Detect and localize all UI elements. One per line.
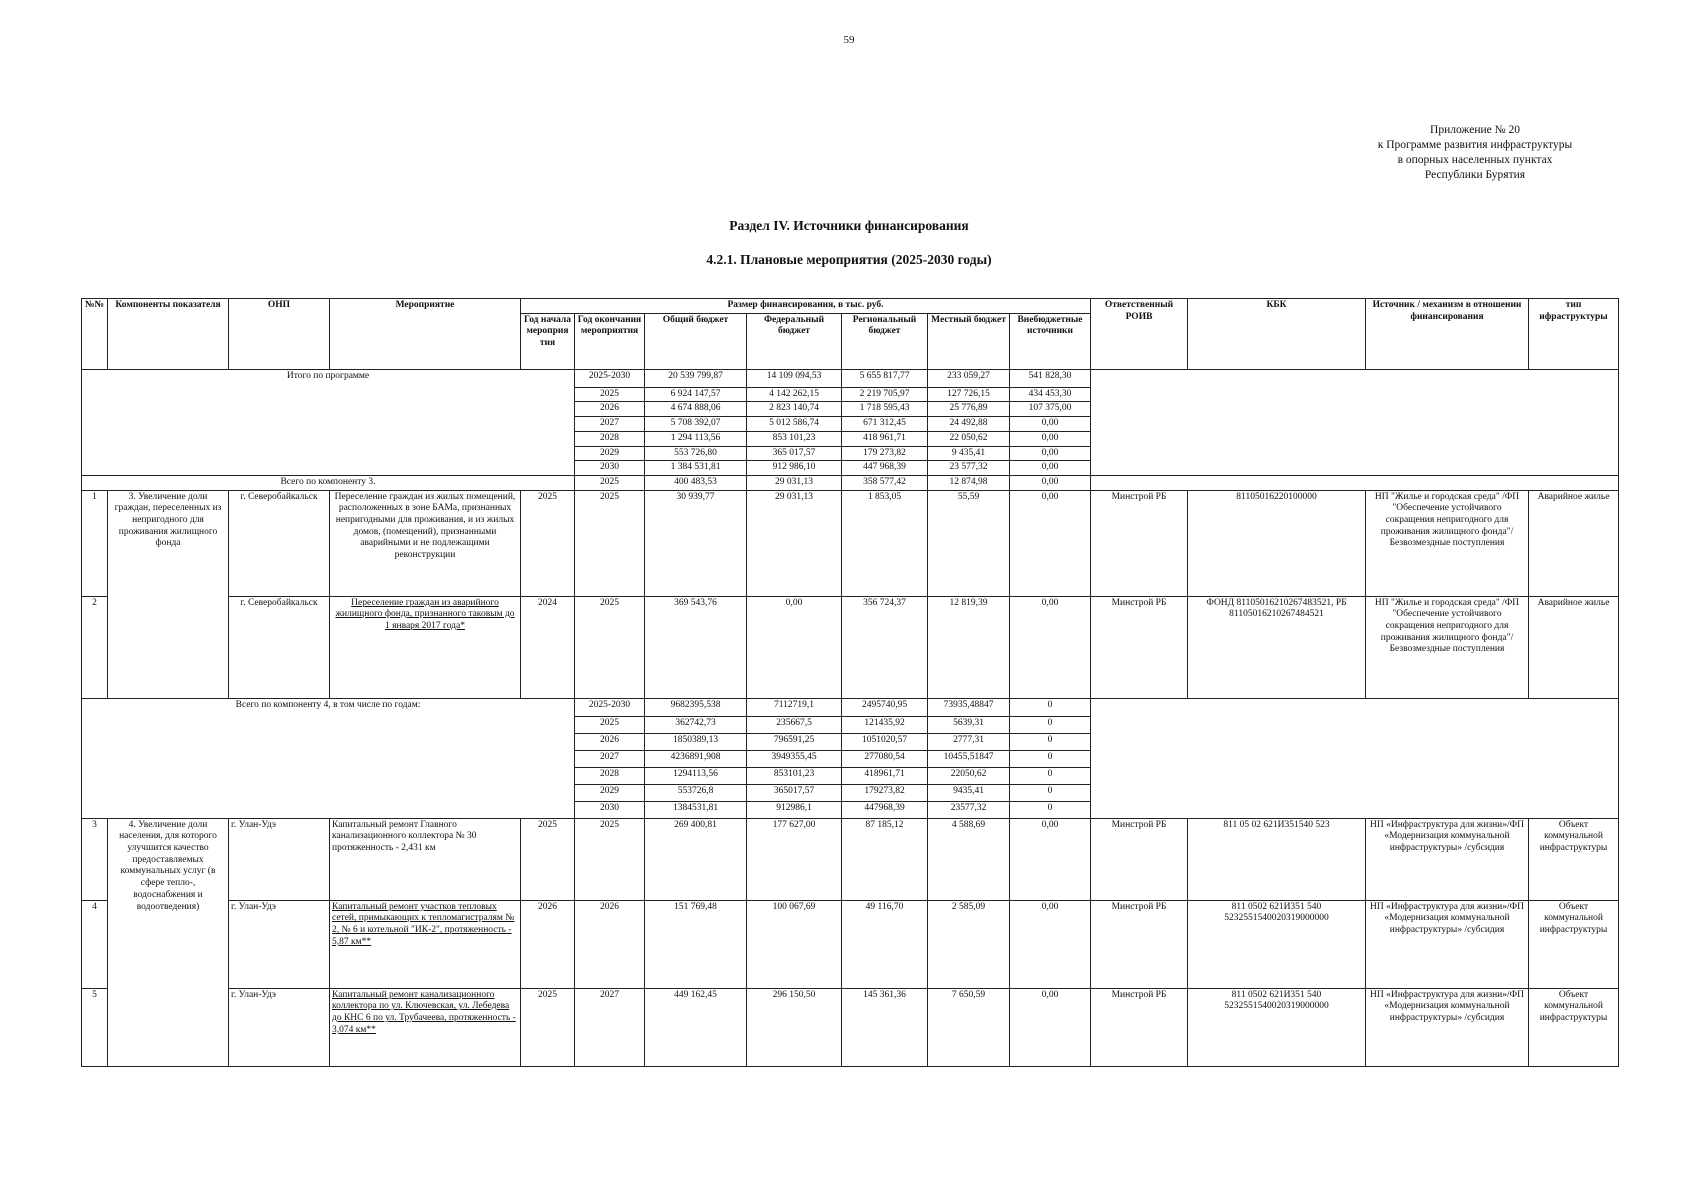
cell-local: 23577,32 — [928, 801, 1010, 818]
cell-year-start: 2025 — [521, 988, 575, 1066]
cell-local: 24 492,88 — [928, 417, 1010, 432]
appendix-line: к Программе развития инфраструктуры — [1377, 139, 1573, 151]
cell-year-start: 2025 — [521, 818, 575, 900]
cell-year-end: 2025 — [575, 490, 645, 596]
cell-year-start: 2026 — [521, 900, 575, 988]
cell-extra: 0,00 — [1010, 461, 1091, 476]
cell-num: 4 — [82, 900, 108, 988]
cell-source: НП «Инфраструктура для жизни»/ФП «Модернизация коммунальной инфраструктуры» /субсидия — [1366, 818, 1529, 900]
cell-measure: Капитальный ремонт Главного канализационного коллектора № 30 протяженность - 2,431 км — [330, 818, 521, 900]
cell-federal: 4 142 262,15 — [747, 387, 842, 402]
cell-extra: 541 828,30 — [1010, 369, 1091, 387]
cell-num: 1 — [82, 490, 108, 596]
cell-local: 9 435,41 — [928, 446, 1010, 461]
cell-regional: 5 655 817,77 — [842, 369, 928, 387]
cell-onp: г. Улан-Удэ — [229, 900, 330, 988]
cell-total: 1384531,81 — [645, 801, 747, 818]
cell-federal: 5 012 586,74 — [747, 417, 842, 432]
cell-infra: Аварийное жилье — [1529, 596, 1619, 698]
cell-year-start: 2024 — [521, 596, 575, 698]
cell-federal: 3949355,45 — [747, 750, 842, 767]
header-local: Местный бюджет — [928, 313, 1010, 369]
cell-local: 7 650,59 — [928, 988, 1010, 1066]
cell-source: НП «Инфраструктура для жизни»/ФП «Модернизация коммунальной инфраструктуры» /субсидия — [1366, 900, 1529, 988]
cell-onp: г. Северобайкальск — [229, 490, 330, 596]
cell-roiv: Минстрой РБ — [1091, 988, 1188, 1066]
cell-regional: 1 853,05 — [842, 490, 928, 596]
cell-year-start: 2025 — [521, 490, 575, 596]
cell-total: 1 384 531,81 — [645, 461, 747, 476]
empty-cell — [1091, 369, 1619, 475]
cell-year: 2025 — [575, 387, 645, 402]
header-year-start: Год начала мероприя тия — [521, 313, 575, 369]
cell-total: 4236891,908 — [645, 750, 747, 767]
header-regional: Региональный бюджет — [842, 313, 928, 369]
table-row — [82, 988, 1619, 1066]
appendix-line: Приложение № 20 — [1430, 124, 1520, 136]
cell-num: 2 — [82, 596, 108, 698]
cell-year: 2026 — [575, 402, 645, 417]
table-row — [82, 596, 1619, 698]
header-roiv: Ответственный РОИВ — [1091, 299, 1188, 370]
cell-regional: 418961,71 — [842, 767, 928, 784]
cell-regional: 1051020,57 — [842, 733, 928, 750]
cell-local: 25 776,89 — [928, 402, 1010, 417]
cell-kbk: ФОНД 81105016210267483521, РБ 81105016210267484521 — [1188, 596, 1366, 698]
cell-regional: 356 724,37 — [842, 596, 928, 698]
cell-local: 9435,41 — [928, 784, 1010, 801]
cell-onp: г. Улан-Удэ — [229, 988, 330, 1066]
cell-total: 449 162,45 — [645, 988, 747, 1066]
cell-regional: 179 273,82 — [842, 446, 928, 461]
component-total-row — [82, 698, 1619, 716]
cell-total: 5 708 392,07 — [645, 417, 747, 432]
cell-local: 12 819,39 — [928, 596, 1010, 698]
cell-federal: 912986,1 — [747, 801, 842, 818]
header-row — [82, 299, 1619, 314]
cell-total: 6 924 147,57 — [645, 387, 747, 402]
cell-extra: 0,00 — [1010, 490, 1091, 596]
page-number: 59 — [843, 34, 855, 46]
header-onp: ОНП — [229, 299, 330, 370]
cell-kbk: 81105016220100000 — [1188, 490, 1366, 596]
table-row — [82, 818, 1619, 900]
cell-kbk: 811 05 02 621И351540 523 — [1188, 818, 1366, 900]
cell-infra: Объект коммунальной инфраструктуры — [1529, 900, 1619, 988]
cell-local: 4 588,69 — [928, 818, 1010, 900]
cell-onp: г. Северобайкальск — [229, 596, 330, 698]
cell-extra: 0 — [1010, 767, 1091, 784]
cell-federal: 100 067,69 — [747, 900, 842, 988]
cell-year-end: 2025 — [575, 818, 645, 900]
cell-extra: 0 — [1010, 716, 1091, 733]
cell-measure: Капитальный ремонт канализационного коллектора по ул. Ключевская, ул. Лебедева до КНС 6 по ул. Трубачеева, протяженность - 3,074 км** — [330, 988, 521, 1066]
cell-regional: 418 961,71 — [842, 431, 928, 446]
cell-federal: 177 627,00 — [747, 818, 842, 900]
cell-source: НП «Инфраструктура для жизни»/ФП «Модернизация коммунальной инфраструктуры» /субсидия — [1366, 988, 1529, 1066]
cell-year: 2027 — [575, 750, 645, 767]
cell-federal: 365017,57 — [747, 784, 842, 801]
cell-regional: 121435,92 — [842, 716, 928, 733]
cell-year: 2025 — [575, 716, 645, 733]
cell-federal: 14 109 094,53 — [747, 369, 842, 387]
cell-roiv: Минстрой РБ — [1091, 490, 1188, 596]
cell-local: 10455,51847 — [928, 750, 1010, 767]
cell-total: 151 769,48 — [645, 900, 747, 988]
cell-total: 4 674 888,06 — [645, 402, 747, 417]
cell-total: 1294113,56 — [645, 767, 747, 784]
cell-measure: Переселение граждан из жилых помещений, расположенных в зоне БАМа, признанных непригодными для проживания, и из жилых домов, (помещений), признанными аварийными и не подлежащими реконструкции — [330, 490, 521, 596]
component-total-label: Всего по компоненту 4, в том числе по годам: — [82, 698, 575, 818]
cell-local: 22 050,62 — [928, 431, 1010, 446]
cell-local: 2 585,09 — [928, 900, 1010, 988]
cell-extra: 0 — [1010, 750, 1091, 767]
component-total-label: Всего по компоненту 3. — [82, 475, 575, 490]
cell-regional: 671 312,45 — [842, 417, 928, 432]
cell-local: 23 577,32 — [928, 461, 1010, 476]
cell-federal: 7112719,1 — [747, 698, 842, 716]
cell-local: 73935,48847 — [928, 698, 1010, 716]
cell-local: 22050,62 — [928, 767, 1010, 784]
cell-measure: Капитальный ремонт участков тепловых сетей, примыкающих к тепломагистралям № 2, № 6 и котельной "ИК-2", протяженность - 5,87 км** — [330, 900, 521, 988]
header-measure: Мероприятие — [330, 299, 521, 370]
cell-extra: 0,00 — [1010, 596, 1091, 698]
cell-regional: 2495740,95 — [842, 698, 928, 716]
cell-year: 2030 — [575, 461, 645, 476]
header-kbk: КБК — [1188, 299, 1366, 370]
cell-local: 127 726,15 — [928, 387, 1010, 402]
appendix-line: Республики Бурятия — [1424, 169, 1526, 181]
appendix-line: в опорных населенных пунктах — [1397, 154, 1553, 166]
cell-local: 233 059,27 — [928, 369, 1010, 387]
cell-component: 3. Увеличение доли граждан, переселенных из непригодного для проживания жилищного фонда — [108, 490, 229, 698]
cell-federal: 29 031,13 — [747, 490, 842, 596]
header-extra: Внебюджетные источники — [1010, 313, 1091, 369]
component-total-row — [82, 475, 1619, 490]
cell-extra: 434 453,30 — [1010, 387, 1091, 402]
cell-num: 3 — [82, 818, 108, 900]
cell-regional: 179273,82 — [842, 784, 928, 801]
cell-federal: 912 986,10 — [747, 461, 842, 476]
cell-year-end: 2026 — [575, 900, 645, 988]
cell-year: 2025 — [575, 475, 645, 490]
cell-infra: Объект коммунальной инфраструктуры — [1529, 988, 1619, 1066]
cell-source: НП "Жилье и городская среда" /ФП "Обеспечение устойчивого сокращения непригодного для проживания жилищного фонда"/Безвозмездные поступления — [1366, 596, 1529, 698]
cell-extra: 0,00 — [1010, 818, 1091, 900]
cell-federal: 2 823 140,74 — [747, 402, 842, 417]
cell-roiv: Минстрой РБ — [1091, 596, 1188, 698]
cell-total: 1 294 113,56 — [645, 431, 747, 446]
cell-onp: г. Улан-Удэ — [229, 818, 330, 900]
cell-total: 553 726,80 — [645, 446, 747, 461]
cell-year-end: 2027 — [575, 988, 645, 1066]
cell-regional: 87 185,12 — [842, 818, 928, 900]
cell-year: 2025-2030 — [575, 698, 645, 716]
cell-infra: Объект коммунальной инфраструктуры — [1529, 818, 1619, 900]
section-title: Раздел IV. Источники финансирования — [729, 218, 969, 233]
cell-extra: 0 — [1010, 698, 1091, 716]
cell-total: 269 400,81 — [645, 818, 747, 900]
cell-infra: Аварийное жилье — [1529, 490, 1619, 596]
cell-year: 2029 — [575, 446, 645, 461]
cell-regional: 49 116,70 — [842, 900, 928, 988]
cell-federal: 853101,23 — [747, 767, 842, 784]
cell-federal: 29 031,13 — [747, 475, 842, 490]
cell-federal: 853 101,23 — [747, 431, 842, 446]
cell-extra: 0,00 — [1010, 431, 1091, 446]
header-funding: Размер финансирования, в тыс. руб. — [521, 299, 1091, 314]
cell-extra: 0 — [1010, 784, 1091, 801]
cell-regional: 2 219 705,97 — [842, 387, 928, 402]
cell-federal: 0,00 — [747, 596, 842, 698]
cell-federal: 296 150,50 — [747, 988, 842, 1066]
cell-kbk: 811 0502 621И351 540 5232551540020319000000 — [1188, 900, 1366, 988]
cell-extra: 0 — [1010, 801, 1091, 818]
header-num: №№ — [82, 299, 108, 370]
appendix-note — [1340, 123, 1610, 183]
cell-local: 5639,31 — [928, 716, 1010, 733]
subsection-title: 4.2.1. Плановые мероприятия (2025-2030 годы) — [706, 252, 992, 267]
cell-federal: 365 017,57 — [747, 446, 842, 461]
cell-regional: 447 968,39 — [842, 461, 928, 476]
cell-roiv: Минстрой РБ — [1091, 818, 1188, 900]
cell-extra: 0,00 — [1010, 417, 1091, 432]
cell-year: 2028 — [575, 767, 645, 784]
cell-year: 2026 — [575, 733, 645, 750]
program-total-row — [82, 369, 1619, 387]
empty-cell — [1091, 475, 1619, 490]
cell-regional: 358 577,42 — [842, 475, 928, 490]
header-total: Общий бюджет — [645, 313, 747, 369]
cell-regional: 447968,39 — [842, 801, 928, 818]
cell-year: 2028 — [575, 431, 645, 446]
cell-extra: 0,00 — [1010, 475, 1091, 490]
cell-local: 12 874,98 — [928, 475, 1010, 490]
cell-extra: 0 — [1010, 733, 1091, 750]
cell-year-end: 2025 — [575, 596, 645, 698]
cell-total: 1850389,13 — [645, 733, 747, 750]
program-total-label: Итого по программе — [82, 369, 575, 475]
cell-local: 55,59 — [928, 490, 1010, 596]
table-row — [82, 490, 1619, 596]
cell-local: 2777,31 — [928, 733, 1010, 750]
cell-total: 362742,73 — [645, 716, 747, 733]
empty-cell — [1091, 698, 1619, 818]
cell-extra: 0,00 — [1010, 446, 1091, 461]
cell-federal: 796591,25 — [747, 733, 842, 750]
cell-year: 2025-2030 — [575, 369, 645, 387]
header-year-end: Год окончания мероприятия — [575, 313, 645, 369]
cell-extra: 0,00 — [1010, 900, 1091, 988]
cell-measure: Переселение граждан из аварийного жилищного фонда, признанного таковым до 1 января 2017 года* — [330, 596, 521, 698]
cell-extra: 107 375,00 — [1010, 402, 1091, 417]
cell-regional: 145 361,36 — [842, 988, 928, 1066]
header-infra: тип ифраструктуры — [1529, 299, 1619, 370]
cell-year: 2027 — [575, 417, 645, 432]
cell-year: 2029 — [575, 784, 645, 801]
cell-total: 30 939,77 — [645, 490, 747, 596]
cell-federal: 235667,5 — [747, 716, 842, 733]
cell-component: 4. Увеличение доли населения, для которого улучшится качество предоставляемых коммунальных услуг (в сфере тепло-, водоснабжения и водоотведения) — [108, 818, 229, 1066]
cell-roiv: Минстрой РБ — [1091, 900, 1188, 988]
cell-total: 20 539 799,87 — [645, 369, 747, 387]
cell-kbk: 811 0502 621И351 540 5232551540020319000000 — [1188, 988, 1366, 1066]
header-federal: Федеральный бюджет — [747, 313, 842, 369]
cell-source: НП "Жилье и городская среда" /ФП "Обеспечение устойчивого сокращения непригодного для проживания жилищного фонда"/Безвозмездные поступления — [1366, 490, 1529, 596]
header-component: Компоненты показателя — [108, 299, 229, 370]
cell-total: 553726,8 — [645, 784, 747, 801]
cell-total: 9682395,538 — [645, 698, 747, 716]
cell-extra: 0,00 — [1010, 988, 1091, 1066]
cell-total: 400 483,53 — [645, 475, 747, 490]
cell-regional: 1 718 595,43 — [842, 402, 928, 417]
header-source: Источник / механизм в отношении финансирования — [1366, 299, 1529, 370]
financing-table — [81, 298, 1619, 1067]
cell-num: 5 — [82, 988, 108, 1066]
cell-regional: 277080,54 — [842, 750, 928, 767]
table-row — [82, 900, 1619, 988]
cell-year: 2030 — [575, 801, 645, 818]
cell-total: 369 543,76 — [645, 596, 747, 698]
